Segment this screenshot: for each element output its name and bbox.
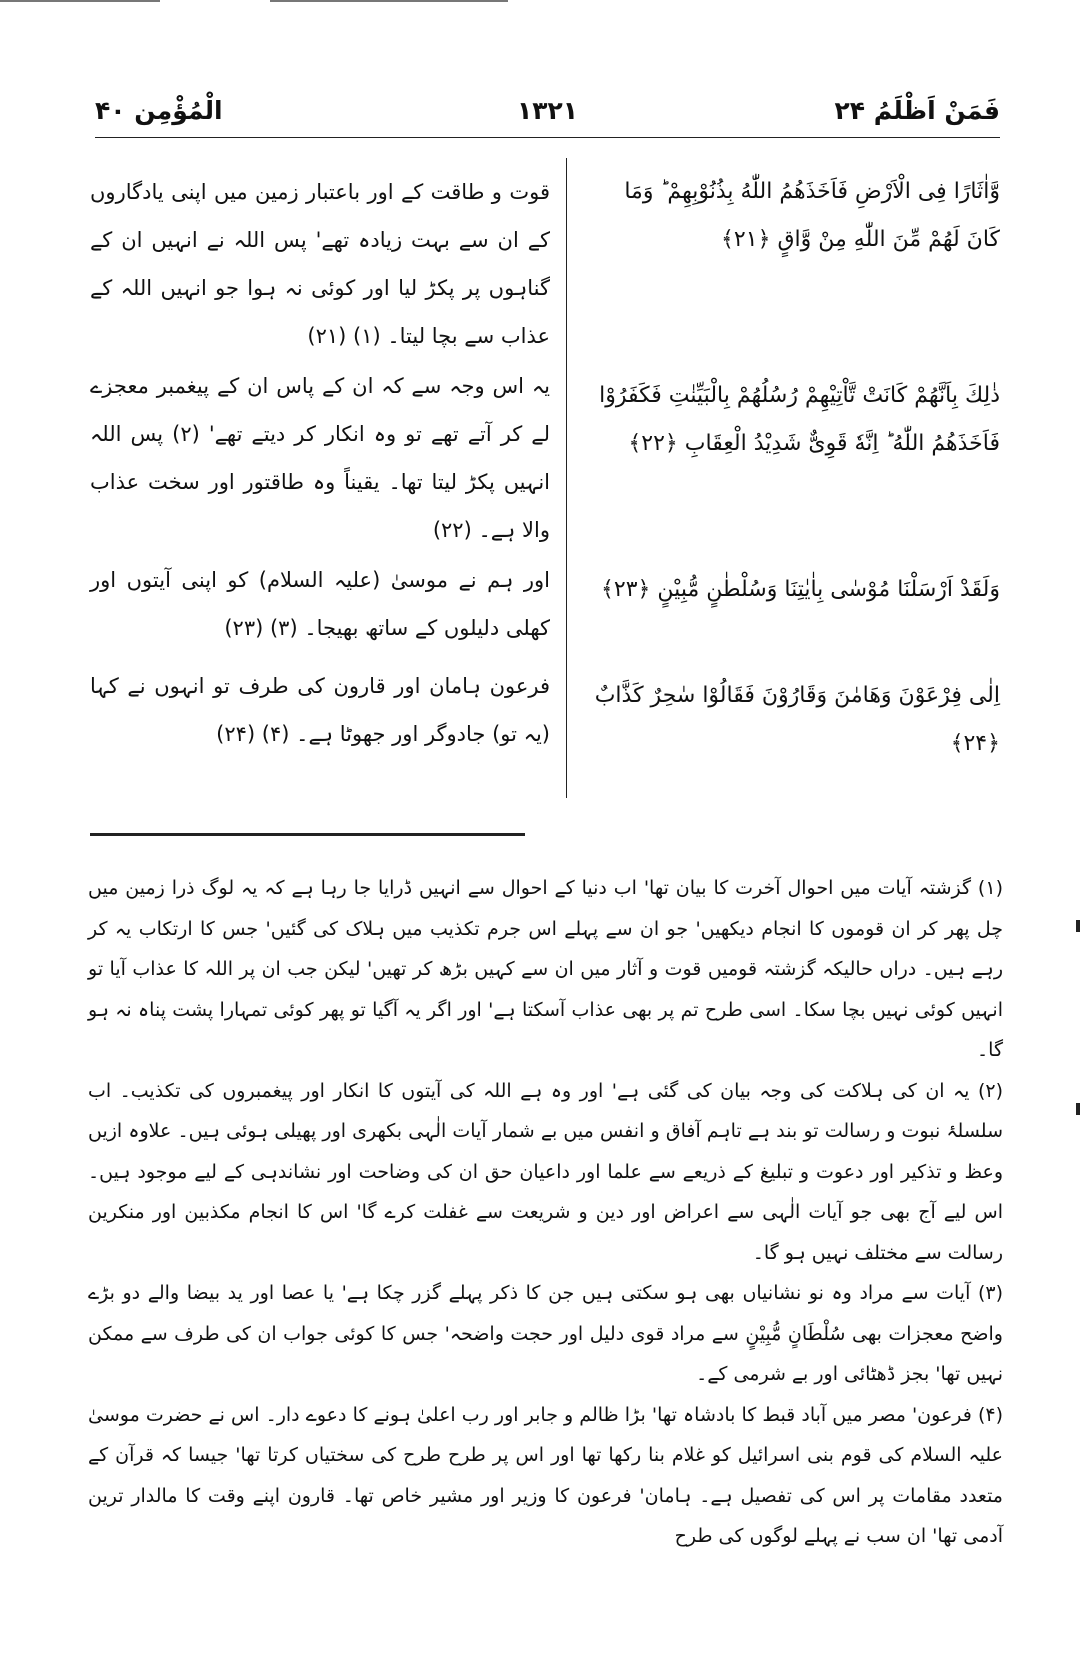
arabic-verse: ذٰلِكَ بِاَنَّهُمْ كَانَتْ تَّاْتِیْهِمْ رُسُلُهُمْ بِالْبَیِّنٰتِ فَكَفَرُوْا فَاَخَذَهُمُ اللّٰهُ ؕ اِنَّهٗ قَوِیٌّ شَدِیْدُ الْعِقَابِ ﴿۲۲﴾ xyxy=(599,383,1000,456)
urdu-translation: اور ہم نے موسیٰ (علیہ السلام) کو اپنی آیتوں اور کھلی دلیلوں کے ساتھ بھیجا۔ (۳) (۲۳) xyxy=(90,568,550,640)
footnote: (۳) آیات سے مراد وہ نو نشانیاں بھی ہو سکتی ہیں جن کا ذکر پہلے گزر چکا ہے' یا عصا اور ید بیضا والے دو بڑے واضح معجزات بھی سُلْطَانٍ مُّبِیْنٍ سے مراد قوی دلیل اور حجت واضحہ' جس کا کوئی جواب ان کی طرف سے ممکن نہیں تھا' بجز ڈھٹائی اور بے شرمی کے۔ xyxy=(88,1282,1003,1385)
urdu-translation: قوت و طاقت کے اور باعتبار زمین میں اپنی یادگاروں کے ان سے بہت زیادہ تھے' پس اللہ نے انہیں ان کے گناہوں پر پکڑ لیا اور کوئی نہ ہوا جو انہیں اللہ کے عذاب سے بچا لیتا۔ (۱) (۲۱) xyxy=(90,180,550,348)
page-header xyxy=(95,96,1000,128)
verse-pair xyxy=(90,168,1000,360)
surah-title: الْمُؤْمِن ۴۰ xyxy=(95,96,223,125)
scan-margin-mark xyxy=(1076,1103,1080,1115)
urdu-translation: فرعون ہامان اور قارون کی طرف تو انہوں نے کہا (یہ تو) جادوگر اور جھوٹا ہے۔ (۴) (۲۴) xyxy=(90,674,550,746)
urdu-translation: یہ اس وجہ سے کہ ان کے پاس ان کے پیغمبر معجزے لے کر آتے تھے تو وہ انکار کر دیتے تھے' (۲) پس اللہ انہیں پکڑ لیتا تھا۔ یقیناً وہ طاقتور اور سخت عذاب والا ہے۔ (۲۲) xyxy=(90,374,550,542)
footnote: (۱) گزشتہ آیات میں احوال آخرت کا بیان تھا' اب دنیا کے احوال سے انہیں ڈرایا جا رہا ہے کہ یہ لوگ ذرا زمین میں چل پھر کر ان قوموں کا انجام دیکھیں' جو ان سے پہلے اس جرم تکذیب میں ہلاک کی گئیں' جس کا ارتکاب یہ کر رہے ہیں۔ دراں حالیکہ گزشتہ قومیں قوت و آثار میں ان سے کہیں بڑھ کر تھیں' لیکن جب ان پر اللہ کا عذاب آیا تو انہیں کوئی نہیں بچا سکا۔ اسی طرح تم پر بھی عذاب آسکتا ہے' اور اگر یہ آگیا تو پھر کوئی تمہارا پشت پناہ نہ ہو گا۔ xyxy=(88,877,1003,1061)
page-number: ۱۳۲۱ xyxy=(516,96,579,125)
verse-pair xyxy=(90,362,1000,554)
footnote: (۲) یہ ان کی ہلاکت کی وجہ بیان کی گئی ہے' اور وہ ہے اللہ کی آیتوں کا انکار اور پیغمبروں کی تکذیب۔ اب سلسلۂ نبوت و رسالت تو بند ہے تاہم آفاق و انفس میں بے شمار آیات الٰہی بکھری اور پھیلی ہوئی ہیں۔ علاوہ ازیں وعظ و تذکیر اور دعوت و تبلیغ کے ذریعے سے علما اور داعیان حق ان کی وضاحت اور نشاندہی کے لیے موجود ہیں۔ اس لیے آج بھی جو آیات الٰہی سے اعراض اور دین و شریعت سے غفلت کرے گا' اس کا انجام مکذبین اور منکرین رسالت سے مختلف نہیں ہو گا۔ xyxy=(88,1079,1003,1264)
arabic-verse: وَلَقَدْ اَرْسَلْنَا مُوْسٰی بِاٰیٰتِنَا وَسُلْطٰنٍ مُّبِیْنٍ ﴿۲۳﴾ xyxy=(601,577,1000,602)
header-rule xyxy=(95,137,1000,138)
footnote: (۴) فرعون' مصر میں آباد قبط کا بادشاہ تھا' بڑا ظالم و جابر اور رب اعلیٰ ہونے کا دعوے دار۔ اس نے حضرت موسیٰ علیہ السلام کی قوم بنی اسرائیل کو غلام بنا رکھا تھا اور اس پر طرح طرح کی سختیاں کرتا تھا' جیسا کہ قرآن کے متعدد مقامات پر اس کی تفصیل ہے۔ ہامان' فرعون کا وزیر اور مشیر خاص تھا۔ قارون اپنے وقت کا مالدار ترین آدمی تھا' ان سب نے پہلے لوگوں کی طرح xyxy=(88,1403,1003,1547)
verse-pair xyxy=(90,662,1000,792)
juz-title: فَمَنْ اَظْلَمُ ۲۴ xyxy=(834,96,1000,125)
verse-pair xyxy=(90,556,1000,652)
footnote-separator xyxy=(90,833,525,836)
arabic-verse: اِلٰی فِرْعَوْنَ وَهَامٰنَ وَقَارُوْنَ فَقَالُوْا سٰحِرٌ كَذَّابٌ ﴿۲۴﴾ xyxy=(594,683,1000,756)
top-edge-line xyxy=(270,0,508,2)
top-edge-line xyxy=(0,0,160,2)
scan-margin-mark xyxy=(1076,920,1080,932)
arabic-verse: وَّاٰثَارًا فِی الْاَرْضِ فَاَخَذَهُمُ اللّٰهُ بِذُنُوْبِهِمْ ؕ وَمَا كَانَ لَهُمْ مِّنَ اللّٰهِ مِنْ وَّاقٍ ﴿۲۱﴾ xyxy=(624,179,1000,252)
footnotes-section xyxy=(88,868,1003,1557)
